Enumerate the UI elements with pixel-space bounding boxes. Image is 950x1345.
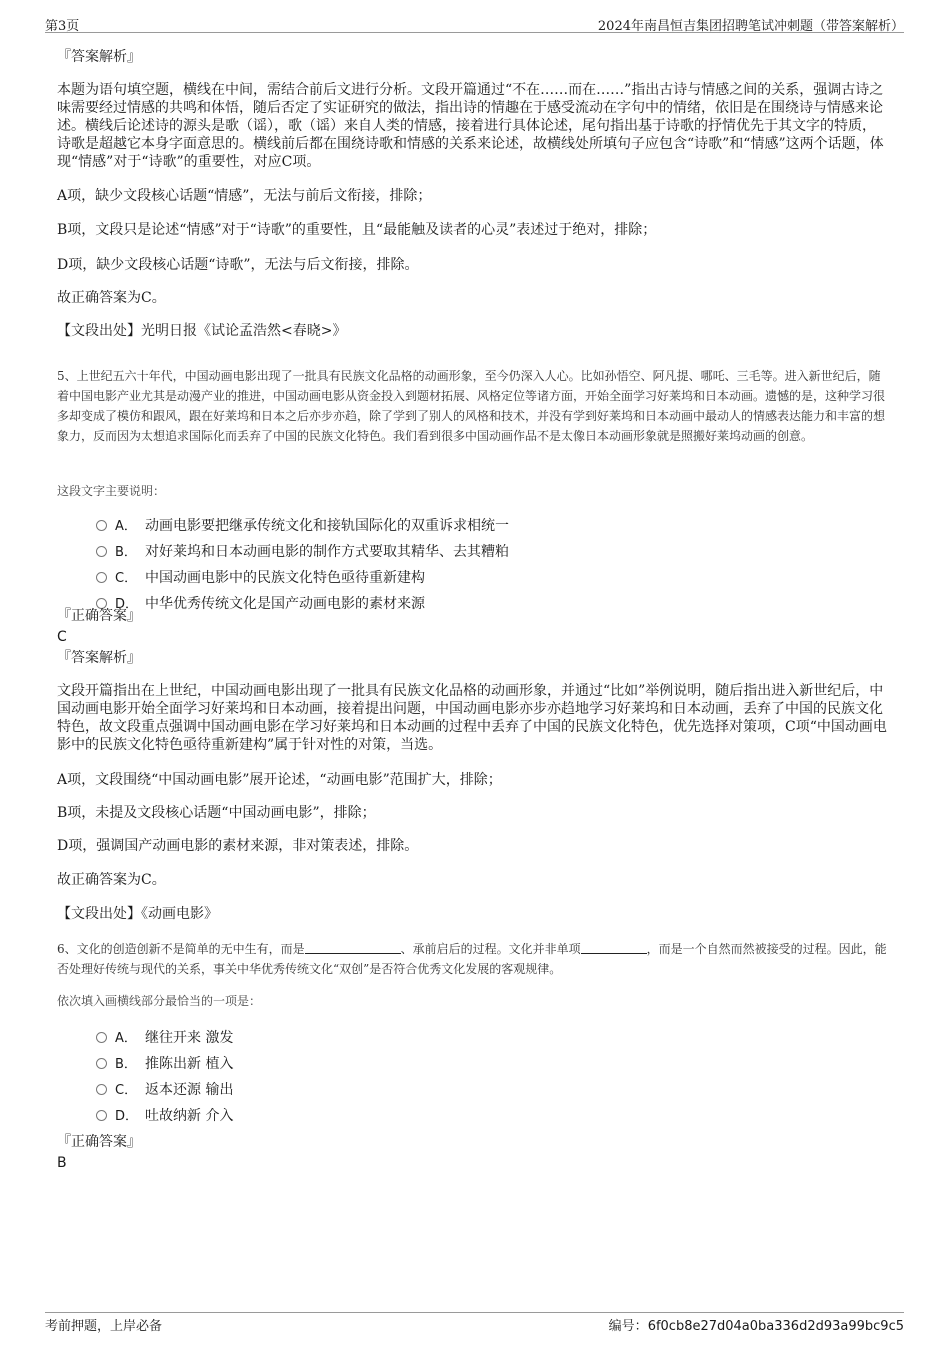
q5-conclusion: 故正确答案为C。	[57, 872, 166, 888]
q5-stem: 5、上世纪五六十年代，中国动画电影出现了一批具有民族文化品格的动画形象，至今仍深入人心。比如孙悟空、阿凡提、哪吒、三毛等。进入新世纪后，随着中国电影产业尤其是动漫产业的推进，中国动画电影从资金投入到题材拓展、风格定位等诸方面，开始全面学习好莱坞和日本动画。遗憾的是，这种学习很多却变成了模仿和跟风，跟在好莱坞和日本之后亦步亦趋，除了学到了别人的风格和技术，并没有学到好莱坞和日本动画中最动人的情感表达能力和丰富的想象力，反而因为太想追求国际化而丢弃了中国的民族文化特色。我们看到很多中国动画作品不是太像日本动画形象就是照搬好莱坞动画的创意。	[57, 369, 886, 443]
q5-option-a[interactable]	[96, 516, 509, 537]
radio-icon[interactable]	[96, 1084, 107, 1095]
document-title: 2024年南昌恒吉集团招聘笔试冲刺题（带答案解析）	[597, 19, 904, 34]
q4-analysis-text: 本题为语句填空题，横线在中间，需结合前后文进行分析。文段开篇通过“不在……而在……”指出古诗与情感之间的关系，强调古诗之味需要经过情感的共鸣和体悟，随后否定了实证研究的做法，指出诗的情趣在于感受流动在字句中的情绪，依旧是在围绕诗与情感来论述。横线后论述诗的源头是歌（谣），歌（谣）来自人类的情感，接着进行具体论述，尾句指出基于诗歌的抒情优先于其文字的特质，诗歌是超越它本身字面意思的。横线前后都在围绕诗歌和情感的关系来论述，故横线处所填句子应包含“诗歌”和“情感”这两个话题，体现“情感”对于“诗歌”的重要性，对应C项。	[57, 82, 884, 170]
q5-option-c[interactable]	[96, 568, 425, 589]
footer-slogan: 考前押题，上岸必备	[45, 1319, 163, 1334]
q6-stem	[57, 939, 887, 979]
q5-option-b[interactable]	[96, 542, 509, 563]
option-label: D．	[115, 1109, 139, 1124]
option-label: A．	[115, 1031, 137, 1046]
radio-icon[interactable]	[96, 546, 107, 557]
q6-stem-part3: ，而是一个自然而然被接受的过程。因此，能否处理好传统与现代的关系，事关中华优秀传统文化“双创”是否符合优秀文化发展的客观规律。	[57, 942, 887, 976]
radio-icon[interactable]	[96, 520, 107, 531]
q5-analysis-text: 文段开篇指出在上世纪，中国动画电影出现了一批具有民族文化品格的动画形象，并通过“比如”举例说明，随后指出进入新世纪后，中国动画电影开始全面学习好莱坞和日本动画，接着提出问题，中国动画电影亦步亦趋地学习好莱坞和日本动画，丢弃了中国的民族文化特色，故文段重点强调中国动画电影在学习好莱坞和日本动画的过程中丢弃了中国的民族文化特色，优先选择对策项，C项“中国动画电影中的民族文化特色亟待重新建构”属于针对性的对策，当选。	[57, 683, 887, 753]
document-code-value: 6f0cb8e27d04a0ba336d2d93a99bc9c5	[647, 1319, 904, 1334]
q6-blank-1	[305, 941, 401, 954]
q6-option-b[interactable]	[96, 1054, 233, 1075]
q5-answer: C	[57, 629, 67, 645]
q6-stem-part1: 6、文化的创造创新不是简单的无中生有，而是	[57, 942, 305, 956]
q6-answer: B	[57, 1155, 67, 1171]
q5-prompt: 这段文字主要说明：	[57, 484, 166, 498]
q4-analysis-heading: 『答案解析』	[57, 49, 141, 65]
option-label: C．	[115, 1083, 138, 1098]
option-text: 吐故纳新 介入	[145, 1108, 234, 1124]
q5-option-d-analysis: D项，强调国产动画电影的素材来源，非对策表述，排除。	[57, 838, 419, 854]
radio-icon[interactable]	[96, 1110, 107, 1121]
option-label: C．	[115, 571, 138, 586]
q6-stem-part2: 、承前启后的过程。文化并非单项	[400, 942, 581, 956]
q5-option-a-analysis: A项，文段围绕“中国动画电影”展开论述，“动画电影”范围扩大，排除；	[57, 772, 502, 788]
option-text: 中国动画电影中的民族文化特色亟待重新建构	[145, 570, 425, 586]
q4-conclusion: 故正确答案为C。	[57, 290, 166, 306]
option-label: D．	[115, 597, 139, 612]
q6-prompt: 依次填入画横线部分最恰当的一项是：	[57, 994, 262, 1008]
document-code	[609, 1315, 904, 1334]
q4-option-b-analysis: B项，文段只是论述“情感”对于“诗歌”的重要性，且“最能触及读者的心灵”表述过于绝对，排除；	[57, 222, 657, 238]
q6-option-d[interactable]	[96, 1106, 233, 1127]
q4-option-a-analysis: A项，缺少文段核心话题“情感”，无法与前后文衔接，排除；	[57, 188, 432, 204]
q4-option-d-analysis: D项，缺少文段核心话题“诗歌”，无法与后文衔接，排除。	[57, 257, 419, 273]
option-label: B．	[115, 1057, 137, 1072]
option-text: 动画电影要把继承传统文化和接轨国际化的双重诉求相统一	[145, 518, 509, 534]
document-code-label: 编号：	[608, 1319, 648, 1334]
q4-source: 【文段出处】光明日报《试论孟浩然<春晓>》	[57, 323, 347, 339]
option-text: 中华优秀传统文化是国产动画电影的素材来源	[145, 596, 425, 612]
q6-option-c[interactable]	[96, 1080, 233, 1101]
q6-answer-heading: 『正确答案』	[57, 1134, 141, 1150]
option-text: 继往开来 激发	[145, 1030, 234, 1046]
q5-answer-heading: 『正确答案』	[57, 608, 141, 624]
page-header	[45, 14, 904, 33]
option-label: A．	[115, 519, 137, 534]
option-text: 返本还源 输出	[145, 1082, 234, 1098]
radio-icon[interactable]	[96, 572, 107, 583]
q5-analysis-heading: 『答案解析』	[57, 650, 141, 666]
option-label: B．	[115, 545, 137, 560]
option-text: 推陈出新 植入	[145, 1056, 234, 1072]
radio-icon[interactable]	[96, 1032, 107, 1043]
q6-option-a[interactable]	[96, 1028, 233, 1049]
page-number: 第3页	[45, 19, 80, 34]
q5-option-b-analysis: B项，未提及文段核心话题“中国动画电影”，排除；	[57, 805, 376, 821]
radio-icon[interactable]	[96, 1058, 107, 1069]
q5-source: 【文段出处】《动画电影》	[57, 906, 218, 922]
page-footer	[45, 1312, 904, 1333]
option-text: 对好莱坞和日本动画电影的制作方式要取其精华、去其糟粕	[145, 544, 509, 560]
q6-blank-2	[581, 941, 647, 954]
